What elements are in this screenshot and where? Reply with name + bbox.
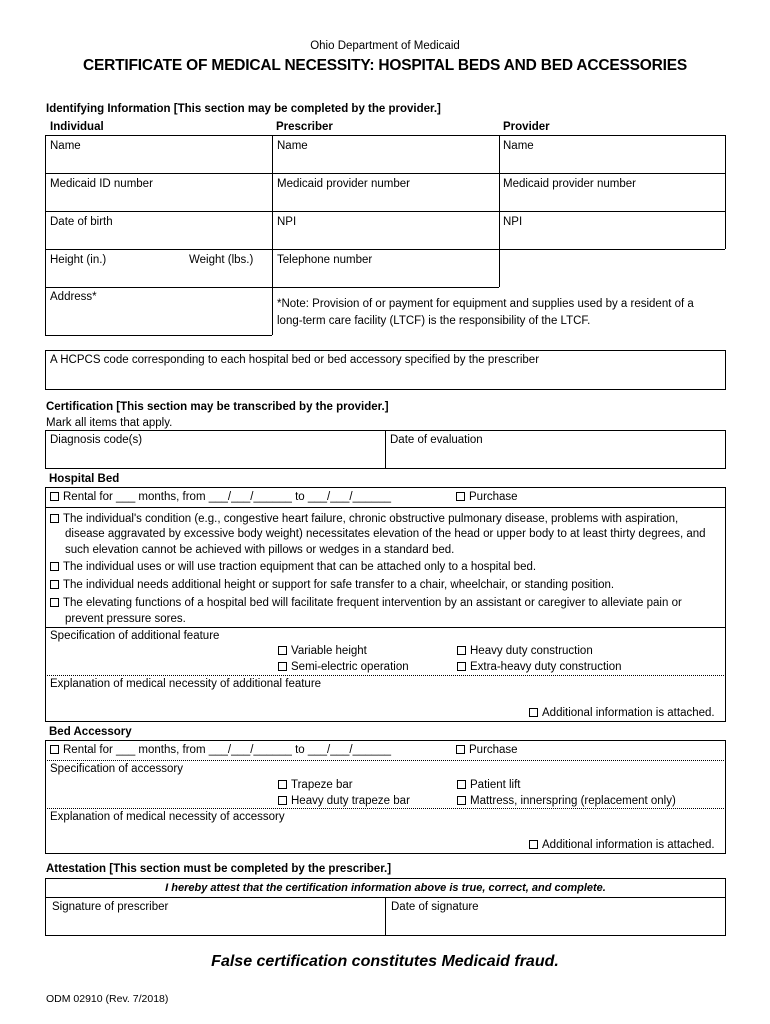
individual-medicaid-id-field[interactable]: Medicaid ID number bbox=[50, 178, 153, 190]
individual-height-field[interactable]: Height (in.) bbox=[50, 254, 107, 266]
trapeze-bar-label: Trapeze bar bbox=[291, 779, 353, 791]
prescriber-npi-field[interactable]: NPI bbox=[277, 216, 297, 228]
checkbox-icon bbox=[456, 745, 465, 754]
hospital-bed-rental-checkbox[interactable] bbox=[50, 490, 391, 504]
individual-address-field[interactable]: Address* bbox=[50, 291, 97, 303]
condition-elevation-line2: disease aggravated by excessive body weight) necessitates elevation of the head or upper body to at least thirty degrees, and bbox=[65, 528, 706, 540]
provider-npi-field[interactable]: NPI bbox=[503, 216, 523, 228]
form-title: CERTIFICATE OF MEDICAL NECESSITY: HOSPITAL BEDS AND BED ACCESSORIES bbox=[82, 57, 688, 74]
condition-intervention-line2: prevent pressure sores. bbox=[65, 613, 186, 625]
extra-heavy-duty-checkbox[interactable] bbox=[457, 660, 622, 674]
accessory-attached-checkbox[interactable] bbox=[529, 838, 715, 852]
col-individual: Individual bbox=[50, 121, 104, 133]
accessory-rental-label: Rental for ___ months, from ___/___/______ to ___/___/______ bbox=[63, 744, 391, 756]
patient-lift-checkbox[interactable] bbox=[457, 778, 521, 792]
grid-line bbox=[499, 135, 500, 287]
accessory-purchase-checkbox[interactable] bbox=[456, 743, 518, 757]
individual-weight-field[interactable]: Weight (lbs.) bbox=[189, 254, 254, 266]
hospital-bed-purchase-label: Purchase bbox=[469, 491, 518, 503]
grid-line bbox=[45, 173, 725, 174]
trapeze-bar-checkbox[interactable] bbox=[278, 778, 353, 792]
accessory-attached-label: Additional information is attached. bbox=[542, 839, 715, 851]
heavy-duty-checkbox[interactable] bbox=[457, 644, 593, 658]
hospital-bed-attached-checkbox[interactable] bbox=[529, 706, 715, 720]
grid-line bbox=[385, 897, 386, 936]
checkbox-icon bbox=[529, 840, 538, 849]
grid-line bbox=[45, 675, 726, 676]
mark-all-instruction: Mark all items that apply. bbox=[46, 417, 173, 429]
grid-line bbox=[385, 430, 386, 469]
prescriber-name-field[interactable]: Name bbox=[277, 140, 308, 152]
grid-line bbox=[725, 135, 726, 249]
heavy-duty-trapeze-label: Heavy duty trapeze bar bbox=[291, 795, 410, 807]
checkbox-icon bbox=[457, 646, 466, 655]
individual-dob-field[interactable]: Date of birth bbox=[50, 216, 113, 228]
checkbox-icon bbox=[278, 780, 287, 789]
form-number: ODM 02910 (Rev. 7/2018) bbox=[46, 993, 169, 1005]
mattress-label: Mattress, innerspring (replacement only) bbox=[470, 795, 676, 807]
col-provider: Provider bbox=[503, 121, 550, 133]
heavy-duty-trapeze-checkbox[interactable] bbox=[278, 794, 410, 808]
diagnosis-code-field[interactable]: Diagnosis code(s) bbox=[50, 434, 143, 446]
prescriber-signature-field[interactable]: Signature of prescriber bbox=[52, 901, 169, 913]
provider-provider-number-field[interactable]: Medicaid provider number bbox=[503, 178, 636, 190]
grid-line bbox=[45, 211, 725, 212]
hospital-bed-attached-label: Additional information is attached. bbox=[542, 707, 715, 719]
checkbox-icon bbox=[278, 796, 287, 805]
checkbox-icon bbox=[50, 492, 59, 501]
grid-line bbox=[272, 287, 273, 335]
hospital-bed-purchase-checkbox[interactable] bbox=[456, 490, 518, 504]
ltcf-note-line2: long-term care facility (LTCF) is the responsibility of the LTCF. bbox=[277, 315, 591, 327]
accessory-spec-label: Specification of accessory bbox=[50, 763, 183, 775]
checkbox-icon bbox=[456, 492, 465, 501]
semi-electric-checkbox[interactable] bbox=[278, 660, 409, 674]
bed-accessory-heading: Bed Accessory bbox=[49, 726, 132, 738]
checkbox-icon bbox=[278, 646, 287, 655]
col-prescriber: Prescriber bbox=[276, 121, 333, 133]
condition-elevation-line1: The individual's condition (e.g., congestive heart failure, chronic obstructive pulmonary disease, problems with aspiration, bbox=[63, 513, 679, 525]
condition-transfer-checkbox[interactable] bbox=[50, 578, 614, 592]
condition-traction-label: The individual uses or will use traction equipment that can be attached only to a hospital bed. bbox=[63, 561, 537, 573]
hospital-bed-heading: Hospital Bed bbox=[49, 473, 120, 485]
date-of-evaluation-field[interactable]: Date of evaluation bbox=[390, 434, 483, 446]
date-of-signature-field[interactable]: Date of signature bbox=[391, 901, 479, 913]
attestation-heading: Attestation [This section must be completed by the prescriber.] bbox=[46, 863, 392, 875]
grid-line bbox=[45, 135, 725, 136]
checkbox-icon bbox=[50, 562, 59, 571]
ltcf-note-line1: *Note: Provision of or payment for equipment and supplies used by a resident of a bbox=[277, 298, 694, 310]
checkbox-icon bbox=[457, 780, 466, 789]
condition-elevation-line3: such elevation cannot be achieved with pillows or wedges in a standard bed. bbox=[65, 544, 455, 556]
checkbox-icon bbox=[50, 514, 59, 523]
additional-feature-spec-label: Specification of additional feature bbox=[50, 630, 220, 642]
grid-line bbox=[45, 507, 726, 508]
prescriber-telephone-field[interactable]: Telephone number bbox=[277, 254, 373, 266]
grid-line bbox=[45, 335, 272, 336]
condition-intervention-checkbox[interactable] bbox=[50, 596, 682, 610]
certification-heading: Certification [This section may be transcribed by the provider.] bbox=[46, 401, 389, 413]
checkbox-icon bbox=[529, 708, 538, 717]
condition-intervention-line1: The elevating functions of a hospital bed will facilitate frequent intervention by an assistant or caregiver to alleviate pain or bbox=[63, 597, 682, 609]
checkbox-icon bbox=[457, 796, 466, 805]
hospital-bed-rental-label: Rental for ___ months, from ___/___/______ to ___/___/______ bbox=[63, 491, 391, 503]
individual-name-field[interactable]: Name bbox=[50, 140, 81, 152]
checkbox-icon bbox=[457, 662, 466, 671]
patient-lift-label: Patient lift bbox=[470, 779, 521, 791]
accessory-rental-checkbox[interactable] bbox=[50, 743, 391, 757]
provider-name-field[interactable]: Name bbox=[503, 140, 534, 152]
variable-height-label: Variable height bbox=[291, 645, 367, 657]
attestation-statement: I hereby attest that the certification information above is true, correct, and complete. bbox=[165, 882, 606, 894]
variable-height-checkbox[interactable] bbox=[278, 644, 367, 658]
grid-line bbox=[45, 135, 46, 335]
accessory-purchase-label: Purchase bbox=[469, 744, 518, 756]
accessory-explanation-field[interactable]: Explanation of medical necessity of accessory bbox=[50, 811, 285, 823]
prescriber-provider-number-field[interactable]: Medicaid provider number bbox=[277, 178, 410, 190]
checkbox-icon bbox=[50, 580, 59, 589]
checkbox-icon bbox=[50, 598, 59, 607]
grid-line bbox=[45, 808, 726, 809]
grid-line bbox=[45, 249, 725, 250]
department-name: Ohio Department of Medicaid bbox=[310, 40, 460, 52]
mattress-checkbox[interactable] bbox=[457, 794, 676, 808]
checkbox-icon bbox=[278, 662, 287, 671]
grid-line bbox=[272, 135, 273, 287]
fraud-notice: False certification constitutes Medicaid fraud. bbox=[211, 953, 559, 970]
heavy-duty-label: Heavy duty construction bbox=[470, 645, 593, 657]
condition-elevation-checkbox[interactable] bbox=[50, 512, 678, 526]
semi-electric-label: Semi-electric operation bbox=[291, 661, 409, 673]
additional-feature-explanation-field[interactable]: Explanation of medical necessity of additional feature bbox=[50, 678, 322, 690]
extra-heavy-duty-label: Extra-heavy duty construction bbox=[470, 661, 622, 673]
hcpcs-label: A HCPCS code corresponding to each hospital bed or bed accessory specified by the prescriber bbox=[50, 354, 540, 366]
checkbox-icon bbox=[50, 745, 59, 754]
grid-line bbox=[45, 760, 726, 761]
condition-traction-checkbox[interactable] bbox=[50, 560, 536, 574]
identifying-heading: Identifying Information [This section may be completed by the provider.] bbox=[46, 103, 441, 115]
grid-line bbox=[45, 627, 726, 628]
condition-transfer-label: The individual needs additional height or support for safe transfer to a chair, wheelchair, or standing position. bbox=[63, 579, 615, 591]
